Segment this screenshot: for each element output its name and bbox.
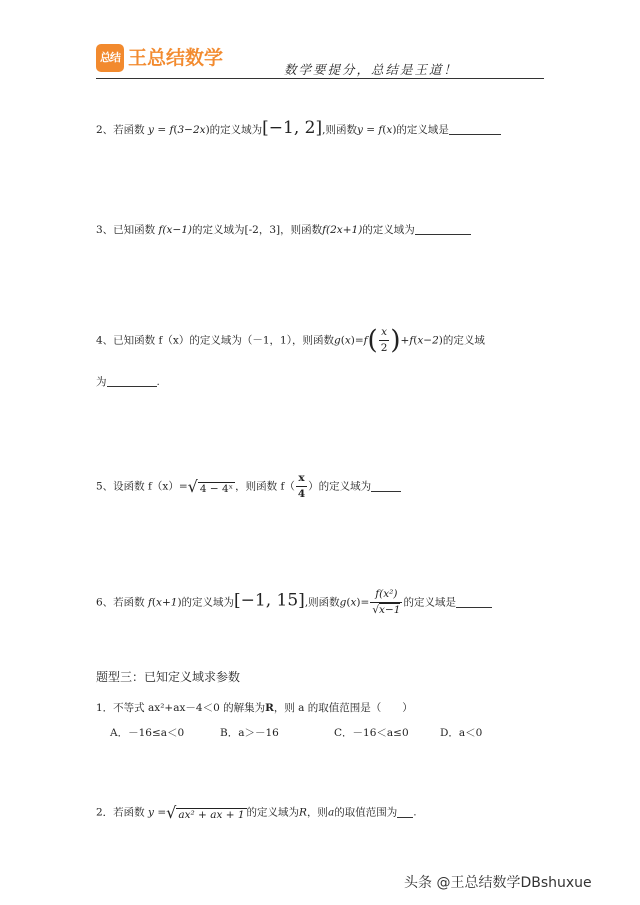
problem-4-gx: x — [344, 334, 351, 347]
problem-4-text2: 的定义域 — [442, 334, 485, 347]
problem-3 — [96, 222, 471, 237]
problem-5-text3: ）的定义域为 — [308, 480, 372, 493]
problem-6-text3: 的定义域是 — [403, 596, 456, 609]
section-title: 题型三：已知定义域求参数 — [96, 670, 241, 684]
fraction-numerator: x — [298, 472, 305, 484]
sqrt-radicand: ax² + ax + 1 — [178, 809, 245, 821]
problem-4-arg2: x−2 — [417, 334, 439, 347]
sqrt-expression: √ ax² + ax + 1 — [166, 803, 245, 822]
question-2-text2: 的定义域为 — [246, 806, 300, 819]
problem-6-f: f — [148, 596, 152, 609]
problem-4-fraction — [379, 326, 390, 355]
problem-3-arg2: (2x+1) — [326, 224, 363, 236]
problem-2-eq: = — [157, 124, 167, 136]
problem-3-text1: 的定义域为[-2，3]，则函数 — [192, 224, 323, 236]
question-1-set-R: R — [265, 702, 274, 714]
option-d[interactable]: D．a＜0 — [440, 727, 483, 739]
problem-6-eq: = — [360, 596, 370, 609]
problem-4-line2 — [96, 374, 160, 389]
problem-3-text2: 的定义域为 — [362, 224, 415, 236]
problem-2-text1: 的定义域为 — [209, 124, 263, 136]
answer-blank — [371, 479, 401, 492]
question-2-period: . — [413, 806, 417, 819]
problem-6-arg1: x+1 — [156, 596, 178, 609]
problem-2-text2: ,则函数 — [322, 124, 357, 136]
problem-2-x2: x — [386, 124, 393, 136]
problem-2-f: f — [169, 124, 174, 136]
problem-6-domain: [−1, 15] — [234, 590, 305, 611]
question-2-y: y — [148, 806, 154, 819]
problem-4-plus: + — [400, 334, 410, 347]
sqrt-radicand: x−1 — [379, 604, 401, 616]
fraction-numerator: f(x²) — [375, 588, 398, 600]
problem-4-eq: = — [354, 334, 364, 347]
fraction-denominator: 4 — [297, 488, 306, 500]
question-2-text3: ，则 — [306, 806, 328, 819]
problem-5 — [96, 472, 401, 501]
problem-4-number: 4、已知函数 — [96, 334, 156, 347]
question-1-text: 1．不等式 ax²+ax－4＜0 的解集为 — [96, 702, 266, 714]
question-2-eq: = — [157, 806, 167, 819]
watermark: 头条 @王总结数学DBshuxue — [404, 875, 592, 891]
slogan: 数学要提分，总结是王道！ — [284, 62, 459, 77]
problem-3-f: f — [158, 224, 163, 236]
problem-6: 6、若函数 f(x+1)的定义域为[−1, 15],则函数g(x)= $\frac{\text{f(x²)}}{√x-1}$ 的定义域是 — [96, 588, 492, 617]
question-1-text2: ，则 a 的取值范围是（ ） — [273, 702, 413, 714]
problem-3-arg1: (x−1) — [162, 224, 193, 236]
problem-2-number: 2、若函数 — [96, 124, 145, 136]
logo-badge: 总结 — [96, 44, 124, 72]
question-2-text1: 2．若函数 — [96, 806, 145, 819]
answer-blank — [449, 122, 501, 135]
option-a[interactable]: A．－16≤a＜0 — [110, 727, 185, 739]
fraction-denominator: 2 — [380, 342, 388, 354]
question-1 — [96, 700, 413, 715]
problem-6-gx: x — [350, 596, 357, 609]
header-divider — [96, 78, 544, 79]
problem-4-f2: f — [409, 334, 414, 347]
problem-2-text3: 的定义域是 — [396, 124, 449, 136]
problem-5-text2: ，则函数 f（ — [235, 480, 295, 493]
problem-4-g: g — [333, 334, 341, 347]
answer-blank — [107, 374, 157, 387]
question-2-text4: 的取值范围为 — [334, 806, 398, 819]
option-b[interactable]: B．a＞－16 — [220, 727, 279, 739]
problem-6-fraction — [370, 588, 402, 617]
problem-2-f2: f — [378, 124, 383, 136]
problem-4-period: . — [156, 376, 160, 388]
problem-4-f1: f — [363, 334, 368, 347]
problem-2-arg: 3−2x — [177, 124, 206, 136]
sqrt-expression: √ 4 − 4ˣ — [187, 477, 234, 496]
problem-6-number: 6、若函数 — [96, 596, 145, 609]
problem-2-y2: y — [356, 124, 363, 136]
problem-5-fraction — [296, 472, 307, 501]
problem-6-g: g — [339, 596, 347, 609]
answer-blank — [456, 595, 492, 608]
answer-blank — [415, 222, 471, 235]
problem-4-fx: f（x） — [158, 334, 190, 347]
brand-name: 王总结数学 — [128, 47, 224, 69]
problem-3-f2: f — [322, 224, 327, 236]
fraction-numerator: x — [381, 326, 387, 338]
sqrt-radicand: 4 − 4ˣ — [199, 483, 234, 495]
answer-blank — [397, 805, 413, 818]
problem-2: 2、若函数 y = f(3−2x)的定义域为[−1, 2],则函数y = f(x)的定义域是 — [96, 118, 501, 138]
question-2-a: a — [327, 806, 335, 819]
problem-4: 4、已知函数 f（x）的定义域为（－1，1），则函数g(x)=f( $\frac{x}{2}$ )+f(x−2)的定义域 — [96, 325, 485, 356]
problem-2-y: y — [148, 124, 154, 136]
problem-2-domain: [−1, 2] — [262, 118, 323, 138]
problem-6-text2: ,则函数 — [304, 596, 340, 609]
problem-3-number: 3、已知函数 — [96, 224, 156, 236]
problem-5-text1: 5、设函数 f（x）= — [96, 480, 188, 493]
question-2-R: R — [299, 806, 307, 819]
fraction-denominator: √x−1 — [372, 604, 401, 616]
problem-4-text1: 的定义域为（－1，1），则函数 — [189, 334, 334, 347]
problem-4-text3: 为 — [96, 376, 107, 388]
problem-6-text1: 的定义域为 — [181, 596, 235, 609]
option-c[interactable]: C．－16＜a≤0 — [334, 727, 409, 739]
question-2 — [96, 803, 417, 822]
